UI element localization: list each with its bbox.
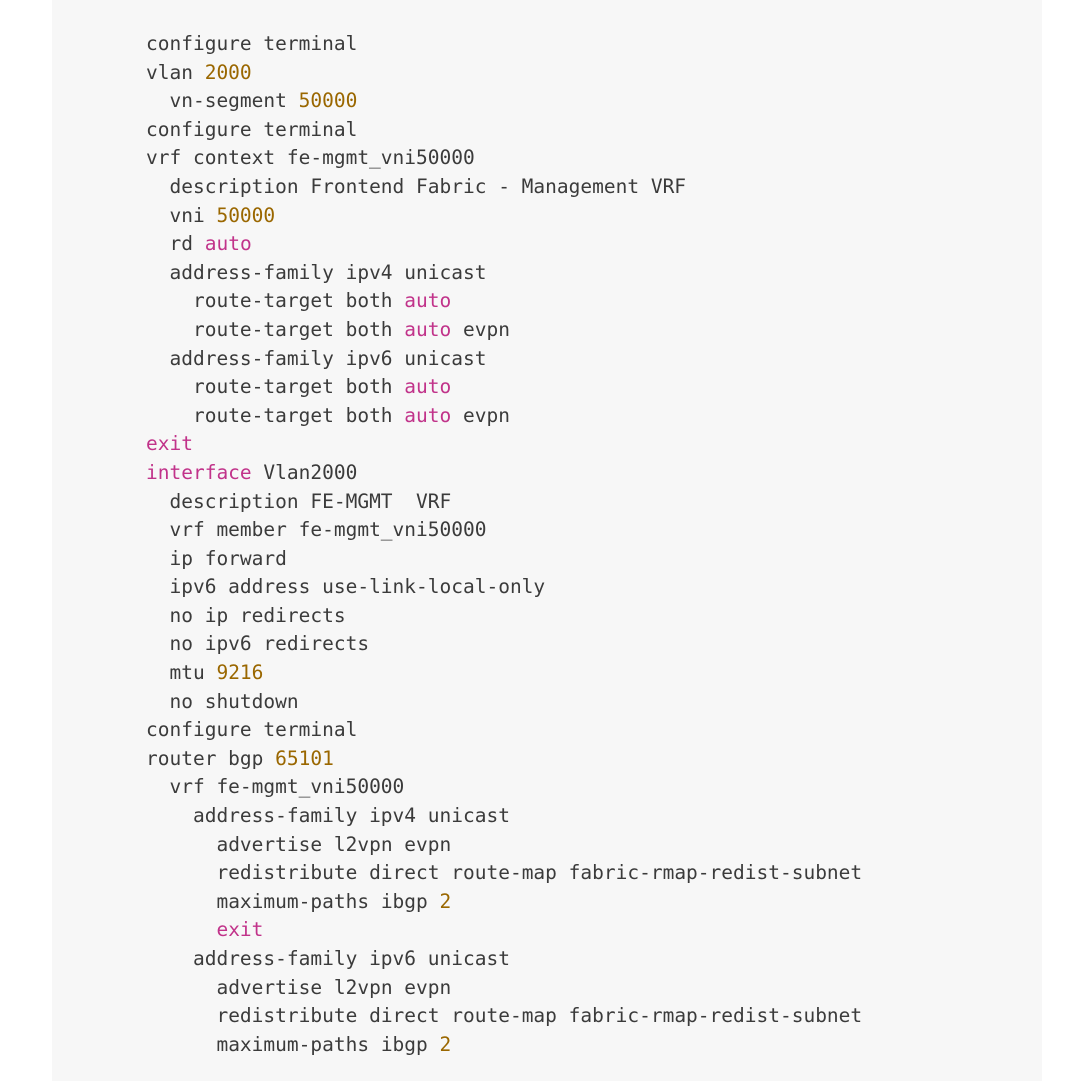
code-token: 9216 <box>216 661 264 685</box>
code-line <box>146 859 1042 888</box>
code-line <box>146 831 1042 860</box>
code-token: redistribute direct route-map fabric-rmap-redist-subnet <box>216 1004 863 1028</box>
code-token: maximum-paths ibgp <box>216 1032 440 1056</box>
code-line <box>146 116 1042 145</box>
code-token: no shutdown <box>169 689 299 713</box>
code-line <box>146 459 1042 488</box>
code-token: no ip redirects <box>169 603 346 627</box>
code-token: address-family ipv6 unicast <box>192 947 510 970</box>
code-indent <box>146 804 193 827</box>
code-token: 50000 <box>216 203 276 227</box>
code-listing[interactable] <box>52 30 1042 1059</box>
code-token: address-family ipv4 unicast <box>192 804 510 828</box>
code-token: evpn <box>451 317 510 341</box>
code-line <box>146 430 1042 459</box>
code-token: redistribute direct route-map fabric-rmap-redist-subnet <box>216 861 863 885</box>
code-line <box>146 1031 1042 1060</box>
code-line <box>146 716 1042 745</box>
code-indent <box>146 918 216 941</box>
code-token: 2 <box>439 889 452 913</box>
code-token: description Frontend Fabric - Management VRF <box>169 174 687 198</box>
code-line <box>146 30 1042 59</box>
code-line <box>146 802 1042 831</box>
code-token: ipv6 address use-link-local-only <box>169 575 546 599</box>
code-line <box>146 173 1042 202</box>
code-indent <box>146 232 169 255</box>
code-indent <box>146 775 169 798</box>
code-indent <box>146 575 169 598</box>
code-indent <box>146 518 169 541</box>
code-token: route-target both <box>192 403 405 427</box>
code-token: description FE-MGMT VRF <box>169 489 452 513</box>
code-indent <box>146 289 193 312</box>
code-token: vrf fe-mgmt_vni50000 <box>169 775 405 799</box>
code-indent <box>146 175 169 198</box>
code-line <box>146 974 1042 1003</box>
code-line <box>146 773 1042 802</box>
code-token: auto <box>204 232 252 256</box>
code-indent <box>146 490 169 513</box>
code-line <box>146 345 1042 374</box>
code-indent <box>146 547 169 570</box>
code-token: router bgp <box>146 746 276 770</box>
code-token: address-family ipv4 unicast <box>169 260 487 284</box>
code-indent <box>146 690 169 713</box>
code-indent <box>146 947 193 970</box>
code-token: auto <box>404 403 452 427</box>
code-token: configure terminal <box>146 117 358 141</box>
code-line <box>146 59 1042 88</box>
code-indent <box>146 204 169 227</box>
code-token: no ipv6 redirects <box>169 632 370 656</box>
code-indent <box>146 404 193 427</box>
code-line <box>146 230 1042 259</box>
code-token: 50000 <box>298 89 358 113</box>
code-token: configure terminal <box>146 32 358 55</box>
code-token: vn-segment <box>169 89 299 113</box>
code-token: exit <box>216 918 264 942</box>
code-token: evpn <box>451 403 510 427</box>
code-line <box>146 259 1042 288</box>
code-panel <box>52 0 1042 1081</box>
code-token: exit <box>146 432 193 456</box>
code-token: vni <box>169 203 217 227</box>
code-token: configure terminal <box>146 718 358 742</box>
code-line <box>146 402 1042 431</box>
code-line <box>146 316 1042 345</box>
code-token: vrf context fe-mgmt_vni50000 <box>146 146 475 170</box>
code-line <box>146 516 1042 545</box>
code-token: vlan <box>146 60 205 84</box>
code-indent <box>146 861 216 884</box>
code-token: 2000 <box>204 60 252 84</box>
code-line <box>146 573 1042 602</box>
code-indent <box>146 1004 216 1027</box>
code-token: interface <box>146 460 252 484</box>
code-line <box>146 888 1042 917</box>
code-token: advertise l2vpn evpn <box>216 975 452 999</box>
code-line <box>146 945 1042 974</box>
code-token: vrf member fe-mgmt_vni50000 <box>169 518 487 542</box>
code-token: maximum-paths ibgp <box>216 889 440 913</box>
code-token: ip forward <box>169 546 287 570</box>
code-token: rd <box>169 232 205 256</box>
code-token: advertise l2vpn evpn <box>216 832 452 856</box>
code-token: route-target both <box>192 289 405 313</box>
code-indent <box>146 1033 216 1056</box>
code-indent <box>146 632 169 655</box>
code-line <box>146 630 1042 659</box>
code-indent <box>146 375 193 398</box>
code-line <box>146 545 1042 574</box>
code-line <box>146 602 1042 631</box>
code-indent <box>146 833 216 856</box>
code-token: route-target both <box>192 317 405 341</box>
code-line <box>146 202 1042 231</box>
code-indent <box>146 976 216 999</box>
code-indent <box>146 347 169 370</box>
code-token: mtu <box>169 661 217 685</box>
code-line <box>146 916 1042 945</box>
code-indent <box>146 604 169 627</box>
code-indent <box>146 89 169 112</box>
code-line <box>146 87 1042 116</box>
code-indent <box>146 890 216 913</box>
code-token: auto <box>404 375 452 399</box>
code-line <box>146 745 1042 774</box>
code-token: route-target both <box>192 375 405 399</box>
code-token: auto <box>404 317 452 341</box>
code-token: 2 <box>439 1032 452 1056</box>
code-line <box>146 144 1042 173</box>
code-indent <box>146 261 169 284</box>
code-line <box>146 488 1042 517</box>
code-token: 65101 <box>275 746 334 770</box>
code-line <box>146 688 1042 717</box>
code-line <box>146 287 1042 316</box>
code-token: auto <box>404 289 452 313</box>
code-token: address-family ipv6 unicast <box>169 346 487 370</box>
code-line <box>146 1002 1042 1031</box>
code-token: Vlan2000 <box>251 460 358 484</box>
code-indent <box>146 318 193 341</box>
code-line <box>146 373 1042 402</box>
code-indent <box>146 661 169 684</box>
code-line <box>146 659 1042 688</box>
